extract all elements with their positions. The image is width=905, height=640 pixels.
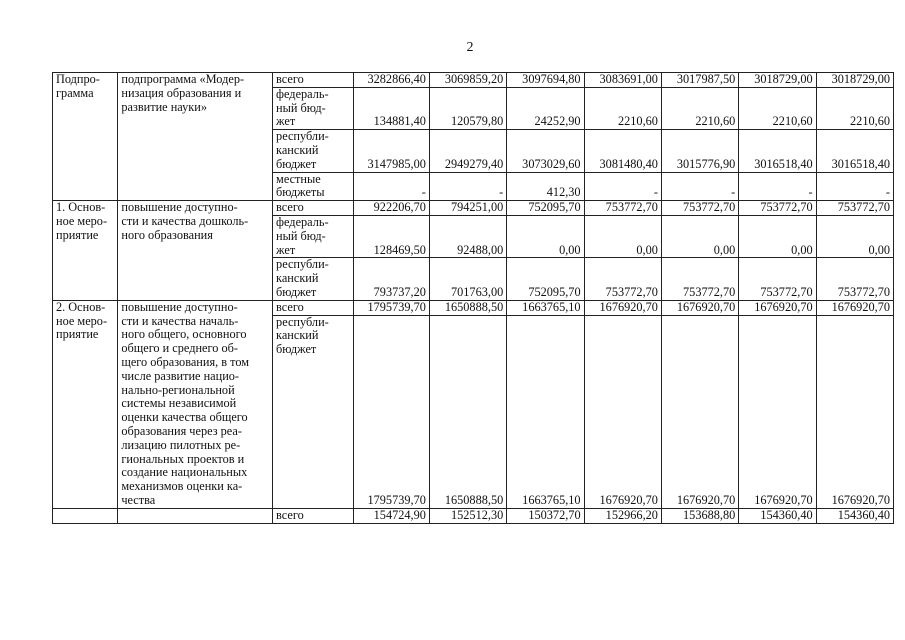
row-description-cell: [118, 300, 273, 508]
value-cell: 1676920,70: [816, 315, 893, 508]
value-cell: 753772,70: [816, 201, 893, 216]
value-cell: 1650888,50: [429, 300, 506, 315]
value-cell: -: [661, 172, 738, 201]
text-line: республи-: [276, 257, 329, 272]
table-row: [53, 508, 894, 523]
text-line: бюджет: [276, 284, 317, 299]
value-cell: 3016518,40: [816, 130, 893, 172]
value-cell: 154724,90: [353, 508, 429, 523]
funding-source-cell: [273, 508, 354, 523]
text-line: ного общего, основного: [121, 327, 247, 342]
value-cell: 794251,00: [429, 201, 506, 216]
value-cell: 1663765,10: [507, 300, 584, 315]
page-number: 2: [466, 40, 474, 55]
value-cell: 1676920,70: [584, 300, 661, 315]
text-line: сти и качества дошколь-: [121, 213, 249, 228]
funding-source-cell: [273, 258, 354, 300]
value-cell: 2210,60: [661, 87, 738, 129]
text-line: оценки качества общего: [121, 410, 248, 425]
text-line: бюджет: [276, 156, 317, 171]
text-line: жет: [276, 114, 296, 129]
value-cell: 3015776,90: [661, 130, 738, 172]
value-cell: 753772,70: [739, 258, 816, 300]
value-cell: 3097694,80: [507, 73, 584, 88]
funding-source-cell: [273, 87, 354, 129]
text-line: механизмов оценки ка-: [121, 479, 243, 494]
value-cell: -: [816, 172, 893, 201]
value-cell: 3018729,00: [739, 73, 816, 88]
budget-table: [52, 72, 894, 524]
text-line: федераль-: [276, 214, 329, 229]
value-cell: 1676920,70: [661, 315, 738, 508]
row-description-cell: [118, 508, 273, 523]
value-cell: 3083691,00: [584, 73, 661, 88]
funding-source-cell: [273, 201, 354, 216]
text-line: жет: [276, 242, 296, 257]
value-cell: -: [739, 172, 816, 201]
text-line: лизацию пилотных ре-: [121, 437, 241, 452]
value-cell: 1676920,70: [739, 315, 816, 508]
value-cell: 412,30: [507, 172, 584, 201]
row-description-cell: [118, 73, 273, 201]
text-line: Подпро-: [56, 72, 100, 86]
text-line: федераль-: [276, 86, 329, 101]
value-cell: 0,00: [584, 215, 661, 257]
value-cell: 2210,60: [816, 87, 893, 129]
text-line: республи-: [276, 129, 329, 144]
text-line: ное меро-: [56, 213, 108, 228]
value-cell: 1676920,70: [816, 300, 893, 315]
text-line: бюджеты: [276, 185, 325, 200]
value-cell: 1650888,50: [429, 315, 506, 508]
row-type-cell: [53, 300, 118, 508]
text-line: ного образования: [121, 227, 213, 242]
text-line: создание национальных: [121, 465, 248, 480]
row-type-cell: [53, 508, 118, 523]
funding-source-cell: [273, 215, 354, 257]
text-line: числе развитие нацио-: [121, 368, 240, 383]
text-line: канский: [276, 142, 319, 157]
table-row: [53, 73, 894, 88]
value-cell: 1676920,70: [739, 300, 816, 315]
value-cell: 1676920,70: [584, 315, 661, 508]
text-line: ный бюд-: [276, 228, 326, 243]
value-cell: 1795739,70: [353, 300, 429, 315]
text-line: 2. Основ-: [56, 299, 106, 314]
text-line: общего и среднего об-: [121, 341, 238, 356]
text-line: приятие: [56, 327, 99, 342]
value-cell: 3081480,40: [584, 130, 661, 172]
value-cell: 1663765,10: [507, 315, 584, 508]
funding-source-cell: [273, 300, 354, 315]
value-cell: 152966,20: [584, 508, 661, 523]
value-cell: 0,00: [661, 215, 738, 257]
value-cell: 2210,60: [739, 87, 816, 129]
value-cell: 154360,40: [816, 508, 893, 523]
text-line: канский: [276, 328, 319, 343]
value-cell: 92488,00: [429, 215, 506, 257]
value-cell: 3069859,20: [429, 73, 506, 88]
value-cell: 120579,80: [429, 87, 506, 129]
value-cell: 3282866,40: [353, 73, 429, 88]
value-cell: 753772,70: [584, 258, 661, 300]
value-cell: 3147985,00: [353, 130, 429, 172]
text-line: образования через реа-: [121, 423, 242, 438]
value-cell: 152512,30: [429, 508, 506, 523]
value-cell: 1795739,70: [353, 315, 429, 508]
text-line: всего: [276, 299, 304, 314]
value-cell: 3018729,00: [816, 73, 893, 88]
text-line: нально-региональной: [121, 382, 235, 397]
text-line: всего: [276, 200, 304, 215]
text-line: ный бюд-: [276, 100, 326, 115]
text-line: приятие: [56, 227, 99, 242]
value-cell: 753772,70: [584, 201, 661, 216]
text-line: развитие науки»: [121, 99, 207, 114]
text-line: системы независимой: [121, 396, 237, 411]
value-cell: 753772,70: [816, 258, 893, 300]
value-cell: 2949279,40: [429, 130, 506, 172]
funding-source-cell: [273, 172, 354, 201]
funding-source-cell: [273, 130, 354, 172]
value-cell: 793737,20: [353, 258, 429, 300]
text-line: всего: [276, 507, 304, 522]
text-line: повышение доступно-: [121, 200, 238, 215]
value-cell: 0,00: [739, 215, 816, 257]
text-line: местные: [276, 171, 321, 186]
text-line: чества: [121, 492, 156, 507]
row-description-cell: [118, 201, 273, 301]
text-line: низация образования и: [121, 85, 242, 100]
text-line: гиональных проектов и: [121, 451, 245, 466]
value-cell: 0,00: [816, 215, 893, 257]
value-cell: 134881,40: [353, 87, 429, 129]
text-line: ное меро-: [56, 313, 108, 328]
text-line: бюджет: [276, 342, 317, 357]
value-cell: 753772,70: [739, 201, 816, 216]
text-line: 1. Основ-: [56, 200, 106, 215]
value-cell: 922206,70: [353, 201, 429, 216]
row-type-cell: [53, 73, 118, 201]
value-cell: 0,00: [507, 215, 584, 257]
text-line: всего: [276, 72, 304, 86]
value-cell: -: [584, 172, 661, 201]
text-line: канский: [276, 271, 319, 286]
value-cell: 752095,70: [507, 258, 584, 300]
text-line: сти и качества началь-: [121, 313, 239, 328]
value-cell: 128469,50: [353, 215, 429, 257]
value-cell: 753772,70: [661, 258, 738, 300]
value-cell: 154360,40: [739, 508, 816, 523]
text-line: щего образования, в том: [121, 354, 250, 369]
value-cell: 3017987,50: [661, 73, 738, 88]
text-line: подпрограмма «Модер-: [121, 72, 245, 86]
text-line: повышение доступно-: [121, 299, 238, 314]
value-cell: 752095,70: [507, 201, 584, 216]
value-cell: 753772,70: [661, 201, 738, 216]
text-line: республи-: [276, 314, 329, 329]
value-cell: 1676920,70: [661, 300, 738, 315]
value-cell: 2210,60: [584, 87, 661, 129]
value-cell: 701763,00: [429, 258, 506, 300]
value-cell: 3016518,40: [739, 130, 816, 172]
funding-source-cell: [273, 73, 354, 88]
text-line: грамма: [56, 85, 94, 100]
value-cell: 150372,70: [507, 508, 584, 523]
table-row: [53, 201, 894, 216]
value-cell: 3073029,60: [507, 130, 584, 172]
value-cell: -: [353, 172, 429, 201]
row-type-cell: [53, 201, 118, 301]
table-row: [53, 300, 894, 315]
value-cell: 24252,90: [507, 87, 584, 129]
funding-source-cell: [273, 315, 354, 508]
value-cell: 153688,80: [661, 508, 738, 523]
value-cell: -: [429, 172, 506, 201]
